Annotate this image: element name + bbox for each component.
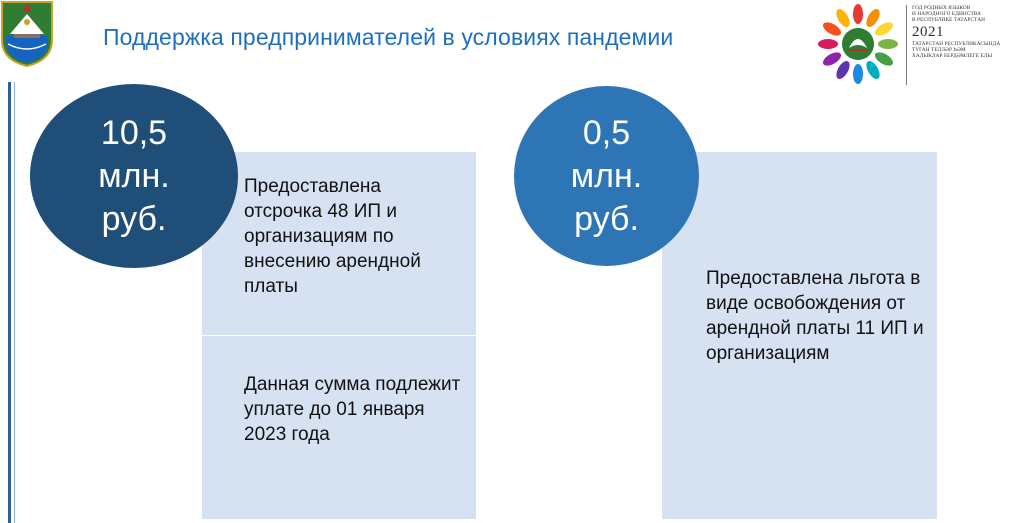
emblem-line: ТАТАРСТАН РЕСПУБЛИКАСЫНДА	[912, 40, 1001, 47]
emblem-line: ГОД РОДНЫХ ЯЗЫКОВ	[912, 5, 971, 11]
amount-circle-deferral	[30, 84, 238, 268]
emblem-line: В РЕСПУБЛИКЕ ТАТАРСТАН	[912, 17, 986, 24]
amount-value: 0,5	[582, 113, 631, 152]
amount-unit: млн.	[98, 156, 170, 195]
deferral-text: Предоставлена отсрочка 48 ИП и организациям по внесению арендной платы	[244, 176, 421, 297]
coat-of-arms-logo	[0, 0, 54, 68]
left-accent-line-thin	[14, 82, 15, 523]
amount-unit: млн.	[570, 156, 643, 195]
emblem-line: ХАЛЫКЛАР БЕРДӘМЛЕГЕ ЕЛЫ	[912, 53, 993, 60]
page-title: Поддержка предпринимателей в условиях пандемии	[103, 24, 674, 50]
amount-currency: руб.	[574, 199, 639, 238]
emblem-year: 2021	[912, 23, 944, 40]
year-emblem-logo	[816, 2, 900, 86]
amount-circle-exemption	[514, 86, 699, 266]
year-emblem-caption	[906, 5, 1010, 85]
emblem-line: ТУГАН ТЕЛЛӘР ҺӘМ	[912, 46, 966, 53]
amount-value: 10,5	[100, 113, 168, 152]
exemption-text: Предоставлена льгота в виде освобождения от арендной платы 11 ИП и организациям	[706, 268, 924, 364]
amount-currency: руб.	[101, 199, 167, 238]
left-accent-line	[8, 82, 11, 523]
emblem-line: И НАРОДНОГО ЕДИНСТВА	[912, 11, 982, 18]
repayment-note-text: Данная сумма подлежит уплате до 01 января 2023 года	[244, 374, 461, 445]
